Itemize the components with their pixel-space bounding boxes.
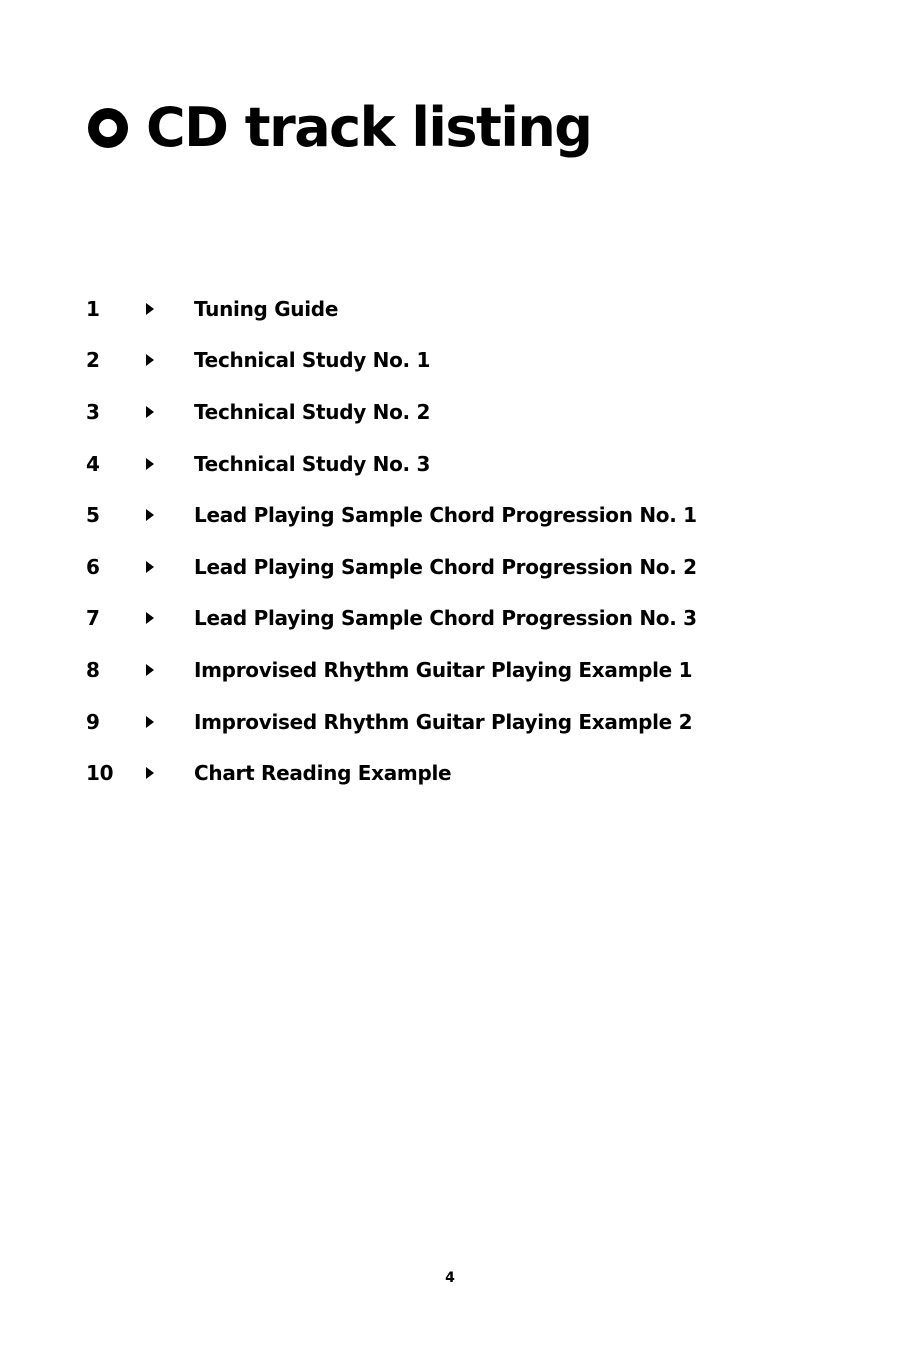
play-arrow-icon	[146, 716, 194, 728]
track-row	[86, 489, 806, 541]
track-title: Improvised Rhythm Guitar Playing Example 1	[194, 657, 693, 682]
play-arrow-icon	[146, 354, 194, 366]
play-arrow-icon	[146, 458, 194, 470]
track-number: 3	[86, 399, 100, 424]
track-number: 4	[86, 451, 100, 476]
track-title: Technical Study No. 2	[194, 399, 431, 424]
play-arrow-icon	[146, 509, 194, 521]
track-row	[86, 747, 806, 799]
track-row	[86, 438, 806, 490]
track-row	[86, 696, 806, 748]
play-arrow-icon	[146, 406, 194, 418]
track-row	[86, 386, 806, 438]
page-number: 4	[445, 1270, 455, 1286]
track-title: Improvised Rhythm Guitar Playing Example 2	[194, 709, 693, 734]
play-arrow-icon	[146, 561, 194, 573]
play-arrow-icon	[146, 612, 194, 624]
track-number: 7	[86, 606, 100, 631]
title-row	[88, 88, 591, 168]
track-row	[86, 644, 806, 696]
track-title: Tuning Guide	[194, 296, 339, 321]
track-title: Lead Playing Sample Chord Progression No. 3	[194, 606, 697, 631]
track-number: 10	[86, 761, 114, 786]
track-row	[86, 593, 806, 645]
play-arrow-icon	[146, 303, 194, 315]
track-number: 1	[86, 296, 100, 321]
track-title: Technical Study No. 3	[194, 451, 431, 476]
play-arrow-icon	[146, 664, 194, 676]
track-title: Lead Playing Sample Chord Progression No. 1	[194, 503, 697, 528]
track-number: 9	[86, 709, 100, 734]
track-number: 6	[86, 554, 100, 579]
track-number: 5	[86, 503, 100, 528]
track-row	[86, 335, 806, 387]
cd-icon	[88, 108, 128, 148]
track-number: 2	[86, 348, 100, 373]
track-list	[86, 283, 806, 799]
track-title: Chart Reading Example	[194, 761, 452, 786]
page-title: CD track listing	[146, 96, 592, 159]
track-number: 8	[86, 657, 100, 682]
track-title: Lead Playing Sample Chord Progression No. 2	[194, 554, 697, 579]
track-row	[86, 283, 806, 335]
play-arrow-icon	[146, 767, 194, 779]
track-row	[86, 541, 806, 593]
track-title: Technical Study No. 1	[194, 348, 431, 373]
